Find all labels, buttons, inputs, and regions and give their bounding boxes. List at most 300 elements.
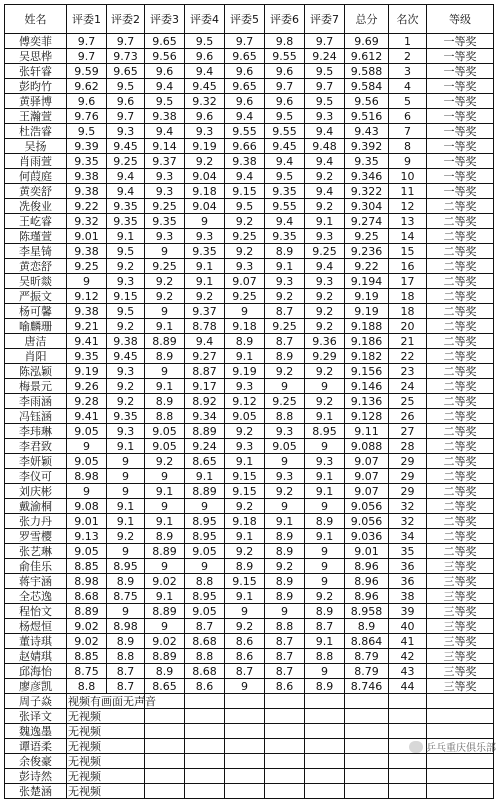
- cell-judge-5: 9.15: [225, 184, 265, 199]
- table-row: [5, 529, 494, 544]
- cell-rank: 23: [389, 364, 427, 379]
- cell-judge-4: 9: [185, 559, 225, 574]
- cell-judge-4: 8.92: [185, 394, 225, 409]
- table-row: [5, 559, 494, 574]
- cell-rank: 38: [389, 589, 427, 604]
- cell-judge-3: 9: [145, 619, 185, 634]
- cell-grade: 二等奖: [427, 349, 494, 364]
- cell-judge-3: 9.3: [145, 184, 185, 199]
- cell-empty: [185, 694, 225, 709]
- cell-judge-7: 8.9: [305, 679, 345, 694]
- cell-note: 无视频: [67, 709, 145, 724]
- cell-judge-4: 8.89: [185, 484, 225, 499]
- cell-judge-2: 9.2: [107, 319, 145, 334]
- cell-judge-4: 8.7: [185, 619, 225, 634]
- cell-judge-6: 8.9: [265, 544, 305, 559]
- cell-judge-5: 9.3: [225, 439, 265, 454]
- table-row: [5, 499, 494, 514]
- cell-rank: 32: [389, 499, 427, 514]
- cell-empty: [145, 784, 185, 799]
- cell-judge-6: 9.5: [265, 169, 305, 184]
- cell-note: 无视频: [67, 724, 145, 739]
- watermark-text: 乒乓重庆俱乐部: [426, 743, 496, 754]
- cell-total: 9.056: [345, 514, 389, 529]
- cell-judge-6: 9: [265, 454, 305, 469]
- cell-judge-7: 9.2: [305, 304, 345, 319]
- cell-empty: [389, 694, 427, 709]
- cell-empty: [265, 724, 305, 739]
- cell-judge-5: 9.25: [225, 289, 265, 304]
- cell-judge-4: 9.04: [185, 169, 225, 184]
- cell-judge-2: 9.4: [107, 184, 145, 199]
- cell-judge-3: 9: [145, 364, 185, 379]
- cell-total: 9.19: [345, 289, 389, 304]
- cell-name: 张楚涵: [5, 784, 67, 799]
- cell-note: 无视频: [67, 739, 145, 754]
- table-row: [5, 274, 494, 289]
- cell-name: 廖彦凯: [5, 679, 67, 694]
- cell-judge-1: 9.12: [67, 289, 107, 304]
- cell-empty: [265, 739, 305, 754]
- cell-judge-3: 9.1: [145, 379, 185, 394]
- cell-judge-3: 8.65: [145, 679, 185, 694]
- cell-judge-7: 9.3: [305, 229, 345, 244]
- cell-judge-4: 8.78: [185, 319, 225, 334]
- cell-judge-5: 8.9: [225, 559, 265, 574]
- cell-judge-1: 9.6: [67, 94, 107, 109]
- cell-name: 张轩睿: [5, 64, 67, 79]
- cell-total: 9.69: [345, 34, 389, 49]
- cell-judge-6: 8.7: [265, 304, 305, 319]
- cell-grade: 一等奖: [427, 64, 494, 79]
- header-judge-4: 评委4: [185, 5, 225, 34]
- cell-grade: 二等奖: [427, 364, 494, 379]
- cell-judge-7: 9.25: [305, 244, 345, 259]
- cell-judge-3: 9.02: [145, 574, 185, 589]
- cell-judge-6: 8.8: [265, 619, 305, 634]
- cell-total: 9.56: [345, 94, 389, 109]
- cell-name: 谭语柔: [5, 739, 67, 754]
- cell-judge-4: 9.3: [185, 124, 225, 139]
- cell-judge-4: 9.24: [185, 439, 225, 454]
- cell-empty: [427, 784, 494, 799]
- cell-empty: [185, 784, 225, 799]
- cell-judge-6: 9.7: [265, 79, 305, 94]
- cell-judge-2: 8.7: [107, 664, 145, 679]
- cell-grade: 三等奖: [427, 664, 494, 679]
- note-row: [5, 724, 494, 739]
- cell-judge-7: 8.7: [305, 619, 345, 634]
- cell-judge-4: 9.35: [185, 244, 225, 259]
- cell-name: 彭诗然: [5, 769, 67, 784]
- cell-judge-3: 8.8: [145, 409, 185, 424]
- cell-total: 9.35: [345, 154, 389, 169]
- cell-empty: [145, 709, 185, 724]
- cell-judge-5: 9.2: [225, 214, 265, 229]
- cell-note: 无视频: [67, 754, 145, 769]
- cell-judge-3: 9.14: [145, 139, 185, 154]
- cell-total: 8.96: [345, 574, 389, 589]
- cell-judge-6: 8.7: [265, 334, 305, 349]
- cell-judge-3: 9.35: [145, 214, 185, 229]
- cell-name: 黄驿博: [5, 94, 67, 109]
- cell-empty: [427, 709, 494, 724]
- cell-rank: 34: [389, 529, 427, 544]
- cell-judge-7: 8.9: [305, 514, 345, 529]
- cell-judge-6: 9.4: [265, 154, 305, 169]
- cell-judge-4: 8.68: [185, 664, 225, 679]
- cell-name: 李妍颖: [5, 454, 67, 469]
- cell-empty: [345, 754, 389, 769]
- cell-judge-7: 9.3: [305, 454, 345, 469]
- cell-note: 视频有画面无声音: [68, 694, 156, 708]
- cell-empty: [345, 724, 389, 739]
- cell-total: 9.156: [345, 364, 389, 379]
- table-row: [5, 589, 494, 604]
- cell-grade: 二等奖: [427, 514, 494, 529]
- cell-note: 无视频: [67, 769, 145, 784]
- cell-judge-2: 9: [107, 454, 145, 469]
- cell-judge-1: 9: [67, 484, 107, 499]
- cell-total: 8.864: [345, 634, 389, 649]
- header-name: 姓名: [5, 5, 67, 34]
- cell-rank: 15: [389, 244, 427, 259]
- cell-judge-6: 9.35: [265, 184, 305, 199]
- cell-judge-2: 9.3: [107, 124, 145, 139]
- cell-judge-6: 8.9: [265, 349, 305, 364]
- table-row: [5, 469, 494, 484]
- cell-judge-7: 9.29: [305, 349, 345, 364]
- cell-rank: 8: [389, 139, 427, 154]
- cell-judge-3: 9.25: [145, 199, 185, 214]
- cell-empty: [389, 769, 427, 784]
- cell-empty: [427, 694, 494, 709]
- cell-judge-7: 9.3: [305, 274, 345, 289]
- cell-total: 9.01: [345, 544, 389, 559]
- cell-judge-6: 9.3: [265, 469, 305, 484]
- cell-rank: 22: [389, 349, 427, 364]
- cell-rank: 35: [389, 544, 427, 559]
- cell-judge-2: 8.9: [107, 574, 145, 589]
- cell-judge-1: 8.75: [67, 664, 107, 679]
- cell-rank: 41: [389, 634, 427, 649]
- header-judge-6: 评委6: [265, 5, 305, 34]
- cell-judge-3: 9.25: [145, 259, 185, 274]
- cell-judge-4: 9.05: [185, 604, 225, 619]
- cell-name: 傅奕菲: [5, 34, 67, 49]
- cell-empty: [389, 709, 427, 724]
- note-row: [5, 694, 494, 709]
- cell-grade: 二等奖: [427, 439, 494, 454]
- cell-judge-1: 9: [67, 274, 107, 289]
- cell-judge-5: 9.15: [225, 574, 265, 589]
- cell-judge-1: 9.38: [67, 244, 107, 259]
- cell-judge-6: 9.1: [265, 514, 305, 529]
- cell-judge-5: 9.65: [225, 79, 265, 94]
- cell-judge-6: 9.3: [265, 424, 305, 439]
- cell-judge-6: 9.1: [265, 259, 305, 274]
- cell-judge-5: 9.2: [225, 244, 265, 259]
- cell-judge-4: 8.89: [185, 424, 225, 439]
- cell-grade: 一等奖: [427, 94, 494, 109]
- cell-grade: 二等奖: [427, 379, 494, 394]
- cell-judge-6: 9.2: [265, 364, 305, 379]
- cell-rank: 29: [389, 454, 427, 469]
- cell-grade: 一等奖: [427, 154, 494, 169]
- cell-empty: [345, 769, 389, 784]
- cell-judge-2: 9.2: [107, 259, 145, 274]
- cell-judge-7: 9: [305, 544, 345, 559]
- cell-judge-5: 9.2: [225, 544, 265, 559]
- cell-rank: 9: [389, 154, 427, 169]
- cell-judge-5: 9.18: [225, 514, 265, 529]
- cell-judge-5: 9.6: [225, 64, 265, 79]
- cell-judge-4: 9.4: [185, 334, 225, 349]
- cell-name: 李星锜: [5, 244, 67, 259]
- cell-judge-4: 8.68: [185, 634, 225, 649]
- cell-rank: 3: [389, 64, 427, 79]
- cell-judge-1: 9.26: [67, 379, 107, 394]
- cell-judge-3: 9.6: [145, 64, 185, 79]
- cell-judge-3: 9.3: [145, 229, 185, 244]
- cell-name: 董诗琪: [5, 634, 67, 649]
- cell-rank: 7: [389, 124, 427, 139]
- cell-rank: 32: [389, 514, 427, 529]
- cell-total: 8.96: [345, 559, 389, 574]
- cell-judge-7: 8.8: [305, 649, 345, 664]
- cell-judge-5: 9.15: [225, 484, 265, 499]
- table-row: [5, 139, 494, 154]
- header-judge-5: 评委5: [225, 5, 265, 34]
- cell-judge-2: 9.3: [107, 364, 145, 379]
- cell-total: 9.056: [345, 499, 389, 514]
- header-grade: 等级: [427, 5, 494, 34]
- cell-judge-1: 9.02: [67, 619, 107, 634]
- table-row: [5, 379, 494, 394]
- cell-judge-5: 9.6: [225, 94, 265, 109]
- table-row: [5, 64, 494, 79]
- cell-judge-2: 9: [107, 469, 145, 484]
- cell-judge-7: 9.4: [305, 259, 345, 274]
- cell-judge-5: 9.1: [225, 454, 265, 469]
- cell-judge-5: 9.2: [225, 499, 265, 514]
- cell-judge-5: 9.2: [225, 424, 265, 439]
- table-row: [5, 349, 494, 364]
- cell-grade: 三等奖: [427, 559, 494, 574]
- cell-grade: 二等奖: [427, 304, 494, 319]
- cell-judge-4: 9.4: [185, 64, 225, 79]
- table-row: [5, 619, 494, 634]
- cell-empty: [225, 784, 265, 799]
- cell-judge-4: 8.87: [185, 364, 225, 379]
- cell-grade: 二等奖: [427, 544, 494, 559]
- cell-name: 俞佳乐: [5, 559, 67, 574]
- cell-judge-7: 9.4: [305, 154, 345, 169]
- cell-rank: 42: [389, 649, 427, 664]
- cell-judge-5: 9.2: [225, 619, 265, 634]
- note-row: [5, 784, 494, 799]
- cell-judge-4: 9.1: [185, 259, 225, 274]
- cell-judge-2: 8.95: [107, 559, 145, 574]
- cell-judge-1: 9.32: [67, 214, 107, 229]
- cell-rank: 18: [389, 304, 427, 319]
- cell-judge-5: 9.05: [225, 409, 265, 424]
- cell-judge-2: 9.1: [107, 499, 145, 514]
- cell-judge-1: 9.08: [67, 499, 107, 514]
- table-row: [5, 394, 494, 409]
- cell-grade: 三等奖: [427, 589, 494, 604]
- cell-judge-6: 8.9: [265, 529, 305, 544]
- wechat-icon: [409, 741, 423, 753]
- cell-grade: 一等奖: [427, 49, 494, 64]
- cell-judge-5: 9.55: [225, 124, 265, 139]
- cell-judge-3: 9.38: [145, 109, 185, 124]
- cell-empty: [345, 784, 389, 799]
- cell-note: 无视频: [67, 784, 145, 799]
- cell-judge-3: 9.1: [145, 484, 185, 499]
- cell-judge-7: 9.7: [305, 34, 345, 49]
- cell-judge-5: 9.19: [225, 364, 265, 379]
- cell-empty: [265, 754, 305, 769]
- cell-empty: [305, 739, 345, 754]
- header-judge-7: 评委7: [305, 5, 345, 34]
- cell-judge-3: 9.37: [145, 154, 185, 169]
- cell-judge-7: 9.2: [305, 589, 345, 604]
- table-row: [5, 604, 494, 619]
- cell-empty: [305, 784, 345, 799]
- cell-judge-4: 8.6: [185, 679, 225, 694]
- table-row: [5, 259, 494, 274]
- cell-judge-7: 9.1: [305, 484, 345, 499]
- table-row: [5, 634, 494, 649]
- table-row: [5, 244, 494, 259]
- cell-judge-1: 9.38: [67, 184, 107, 199]
- cell-total: 9.322: [345, 184, 389, 199]
- cell-judge-4: 9.5: [185, 34, 225, 49]
- cell-judge-1: 9.59: [67, 64, 107, 79]
- cell-judge-6: 9.05: [265, 439, 305, 454]
- cell-name: 唐洁: [5, 334, 67, 349]
- cell-total: 9.392: [345, 139, 389, 154]
- cell-judge-6: 9.45: [265, 139, 305, 154]
- cell-judge-3: 8.89: [145, 334, 185, 349]
- cell-rank: 29: [389, 484, 427, 499]
- cell-judge-4: 9.34: [185, 409, 225, 424]
- header-rank: 名次: [389, 5, 427, 34]
- cell-judge-3: 9.65: [145, 34, 185, 49]
- cell-judge-2: 9.7: [107, 34, 145, 49]
- cell-judge-6: 9.6: [265, 64, 305, 79]
- cell-judge-1: 9.01: [67, 229, 107, 244]
- cell-empty: [345, 709, 389, 724]
- cell-judge-4: 9.27: [185, 349, 225, 364]
- cell-judge-2: 9.2: [107, 379, 145, 394]
- cell-judge-2: 9.25: [107, 154, 145, 169]
- cell-judge-4: 9.6: [185, 109, 225, 124]
- table-row: [5, 679, 494, 694]
- cell-judge-3: 9.1: [145, 319, 185, 334]
- cell-name: 蒋宇涵: [5, 574, 67, 589]
- cell-empty: [145, 769, 185, 784]
- cell-judge-6: 8.9: [265, 244, 305, 259]
- cell-judge-2: 9.5: [107, 244, 145, 259]
- cell-total: 9.346: [345, 169, 389, 184]
- cell-grade: 一等奖: [427, 184, 494, 199]
- cell-judge-2: 9.5: [107, 79, 145, 94]
- cell-judge-7: 9.5: [305, 64, 345, 79]
- note-row: [5, 754, 494, 769]
- header-row: [5, 5, 494, 34]
- cell-name: 李雨涵: [5, 394, 67, 409]
- cell-name: 吴昕燚: [5, 274, 67, 289]
- cell-total: 9.11: [345, 424, 389, 439]
- cell-name: 梅景元: [5, 379, 67, 394]
- cell-judge-1: 9.05: [67, 544, 107, 559]
- cell-judge-2: 9.2: [107, 394, 145, 409]
- cell-rank: 29: [389, 469, 427, 484]
- cell-judge-7: 9.1: [305, 529, 345, 544]
- cell-judge-5: 8.9: [225, 334, 265, 349]
- table-row: [5, 49, 494, 64]
- cell-rank: 5: [389, 94, 427, 109]
- cell-empty: [345, 739, 389, 754]
- cell-total: 8.79: [345, 664, 389, 679]
- cell-judge-3: 9: [145, 559, 185, 574]
- cell-grade: 二等奖: [427, 274, 494, 289]
- table-row: [5, 544, 494, 559]
- cell-name: 黄恋舒: [5, 259, 67, 274]
- cell-total: 9.182: [345, 349, 389, 364]
- cell-empty: [427, 724, 494, 739]
- cell-name: 黄奕舒: [5, 184, 67, 199]
- cell-judge-1: 9: [67, 439, 107, 454]
- cell-rank: 25: [389, 394, 427, 409]
- cell-judge-1: 9.02: [67, 634, 107, 649]
- header-total: 总分: [345, 5, 389, 34]
- header-judge-3: 评委3: [145, 5, 185, 34]
- cell-empty: [145, 739, 185, 754]
- cell-judge-7: 9.4: [305, 184, 345, 199]
- cell-judge-5: 9.38: [225, 154, 265, 169]
- cell-empty: [265, 709, 305, 724]
- cell-judge-5: 9: [225, 604, 265, 619]
- cell-name: 杜浩睿: [5, 124, 67, 139]
- cell-judge-1: 8.85: [67, 559, 107, 574]
- table-row: [5, 229, 494, 244]
- table-row: [5, 514, 494, 529]
- cell-grade: 二等奖: [427, 214, 494, 229]
- cell-total: 9.07: [345, 484, 389, 499]
- cell-judge-1: 9.25: [67, 259, 107, 274]
- note-row: [5, 709, 494, 724]
- cell-name: 严振文: [5, 289, 67, 304]
- cell-judge-1: 8.89: [67, 604, 107, 619]
- cell-grade: 一等奖: [427, 124, 494, 139]
- cell-rank: 17: [389, 274, 427, 289]
- cell-judge-4: 8.95: [185, 514, 225, 529]
- cell-judge-2: 8.9: [107, 634, 145, 649]
- cell-judge-2: 9.45: [107, 139, 145, 154]
- cell-judge-7: 9.4: [305, 124, 345, 139]
- cell-empty: [185, 709, 225, 724]
- table-row: [5, 424, 494, 439]
- cell-judge-5: 9.66: [225, 139, 265, 154]
- cell-judge-3: 9.1: [145, 514, 185, 529]
- cell-judge-7: 9: [305, 664, 345, 679]
- cell-judge-4: 9.19: [185, 139, 225, 154]
- cell-grade: 二等奖: [427, 529, 494, 544]
- cell-name: 王屹睿: [5, 214, 67, 229]
